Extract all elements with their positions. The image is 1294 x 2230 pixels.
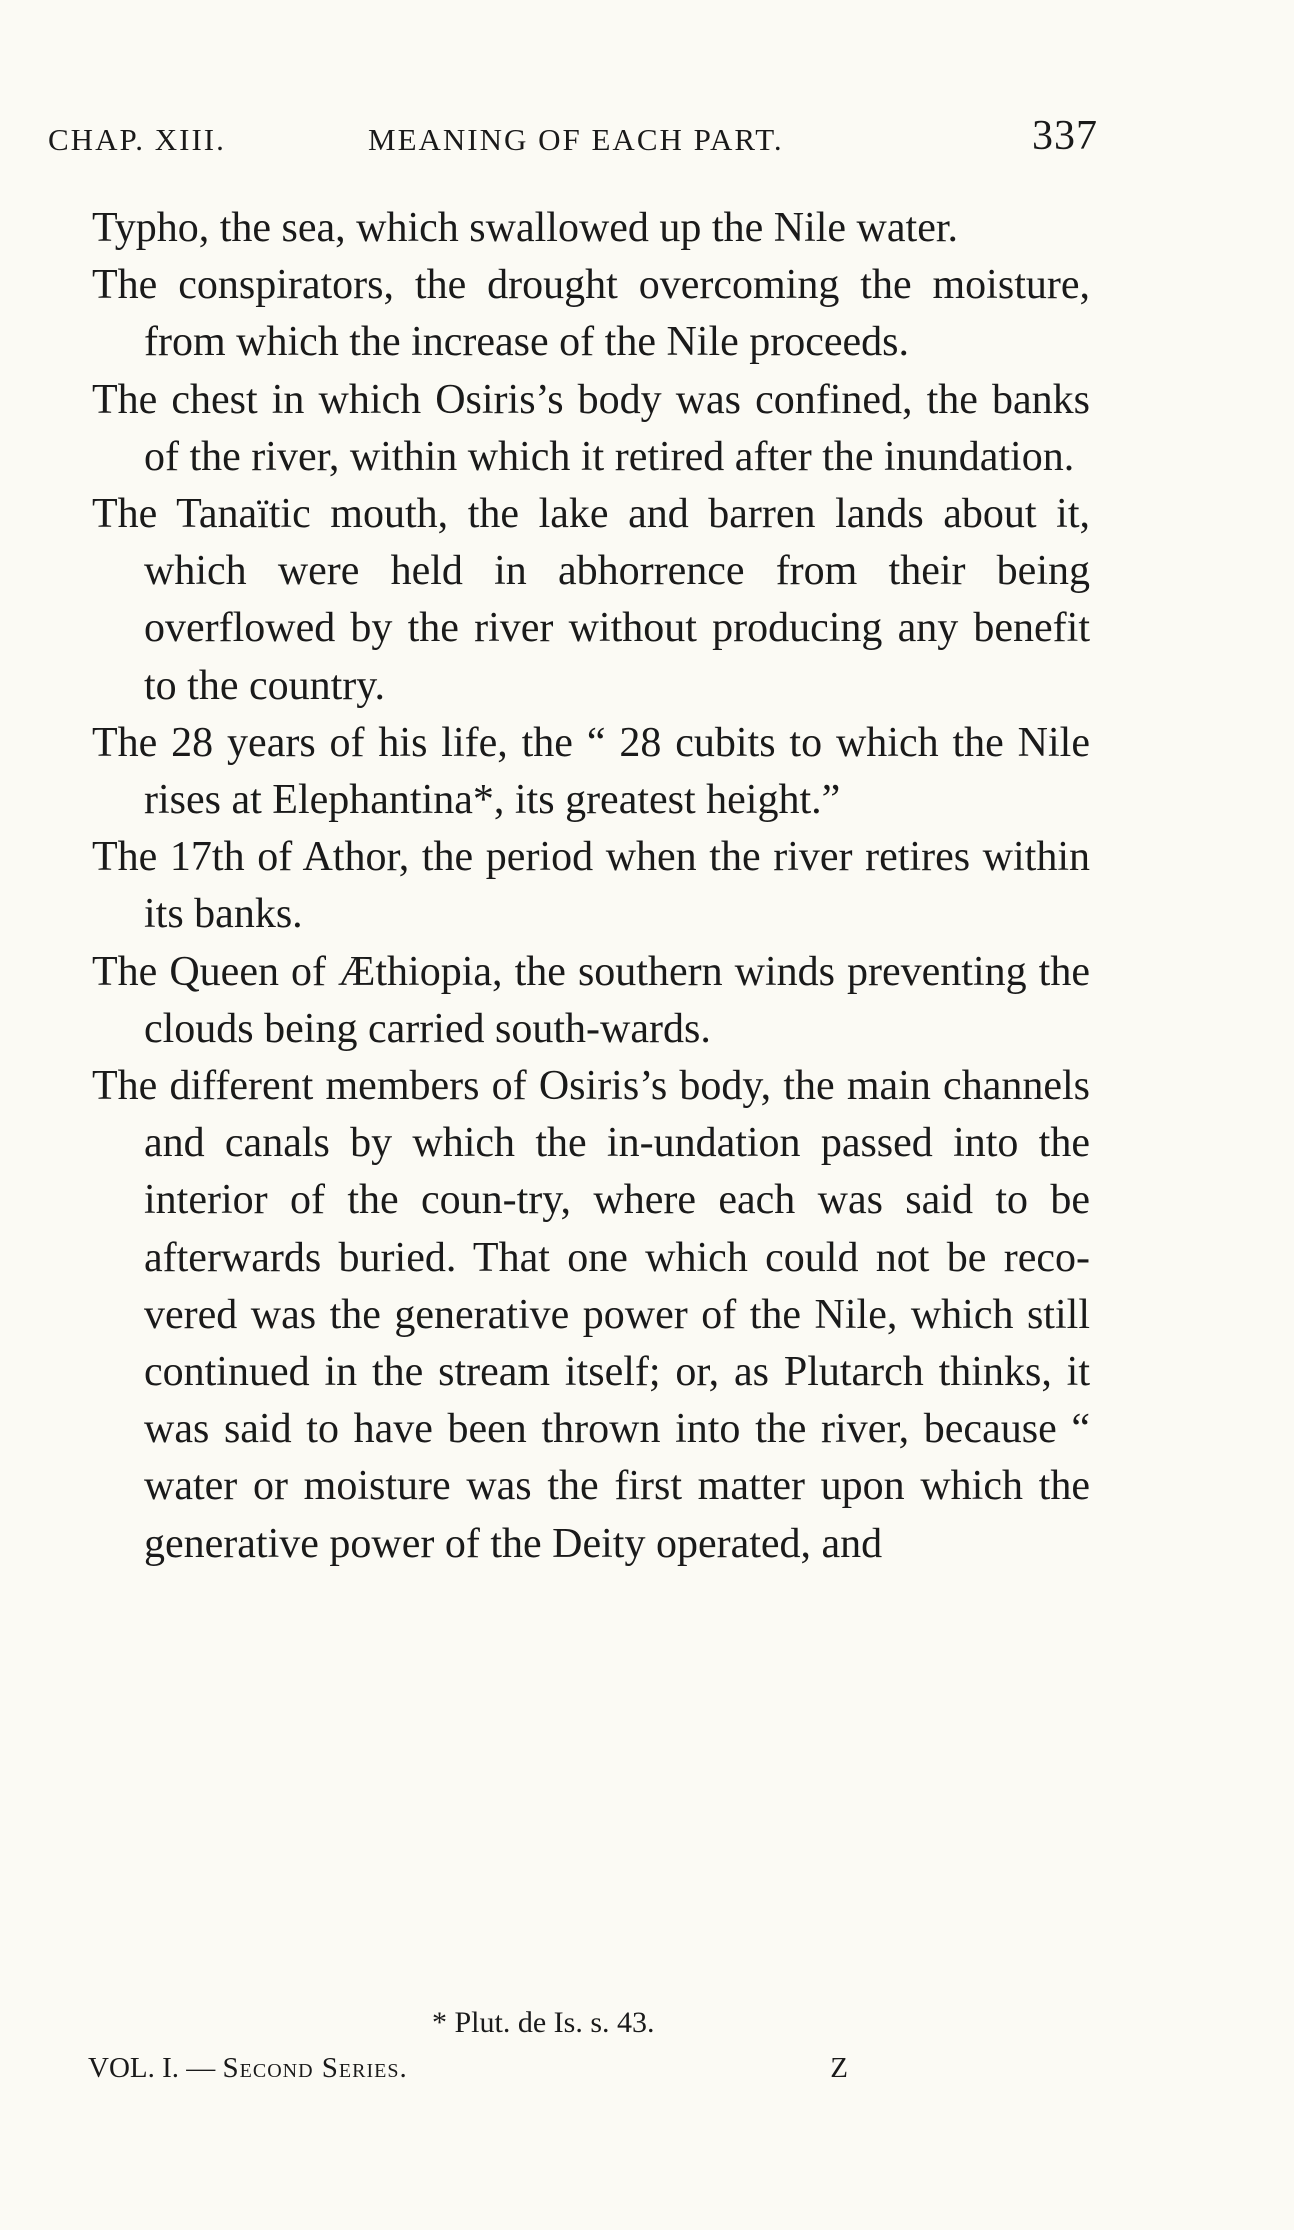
page-number: 337 <box>1032 113 1098 159</box>
entry-tanaitic-mouth: The Tanaïtic mouth, the lake and barren lands about it, which were held in abhorrence from their being overflowed by the river without producing any benefit to the country. <box>92 491 1090 709</box>
chapter-label: CHAP. XIII. <box>48 122 226 157</box>
entry-28-years: The 28 years of his life, the “ 28 cubits to which the Nile rises at Elephantina*, its greatest height.” <box>92 719 1090 824</box>
entry-members-of-osiris: The different members of Osiris’s body, the main channels and canals by which the in-undation passed into the interior of the coun-try, where each was said to be afterwards buried. That one which could not be reco-vered was the generative power of the Nile, which still continued in the stream itself; or, as Plutarch thinks, it was said to have been thrown into the river, because “ water or moisture was the first matter upon which the generative power of the Deity operated, and <box>92 1063 1090 1567</box>
entry-17th-athor: The 17th of Athor, the period when the river retires within its banks. <box>92 834 1090 938</box>
entry-queen-aethiopia: The Queen of Æthiopia, the southern winds preventing the clouds being carried south-wards. <box>92 948 1090 1052</box>
running-title: MEANING OF EACH PART. <box>368 122 784 157</box>
volume-number: VOL. I. — <box>88 2052 223 2084</box>
volume-label <box>88 2052 408 2085</box>
footnote: * Plut. de Is. s. 43. <box>432 2006 655 2039</box>
entry-typho: Typho, the sea, which swallowed up the Nile water. <box>92 205 959 251</box>
entry-chest: The chest in which Osiris’s body was confined, the banks of the river, within which it retired after the inundation. <box>92 376 1090 480</box>
signature-mark: Z <box>830 2052 848 2084</box>
entry-conspirators: The conspirators, the drought overcoming the moisture, from which the increase of the Nile proceeds. <box>92 262 1090 366</box>
signature-line <box>88 2052 848 2092</box>
body-text <box>92 200 1090 1573</box>
running-head <box>48 112 1098 164</box>
series-label: Second Series. <box>222 2052 408 2084</box>
